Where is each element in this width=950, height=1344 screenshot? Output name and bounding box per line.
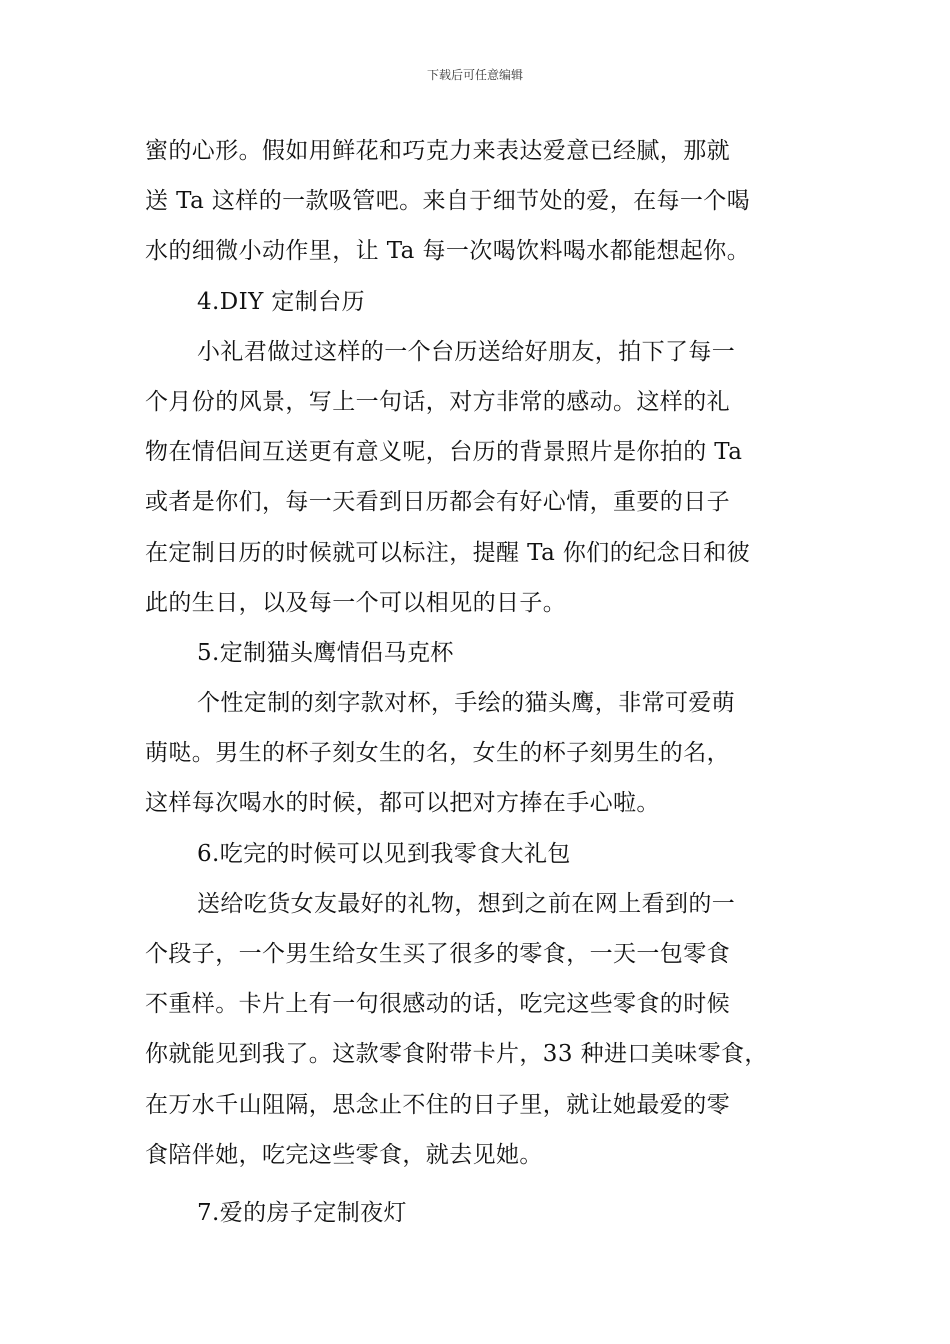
paragraph-line: 在万水千山阻隔，思念止不住的日子里，就让她最爱的零 bbox=[145, 1091, 730, 1118]
paragraph-line: 你就能见到我了。这款零食附带卡片，33 种进口美味零食， bbox=[145, 1041, 768, 1068]
paragraph-line: 蜜的心形。假如用鲜花和巧克力来表达爱意已经腻，那就 bbox=[145, 138, 730, 164]
paragraph-line: 送给吃货女友最好的礼物，想到之前在网上看到的一 bbox=[197, 890, 736, 917]
paragraph-line: 萌哒。男生的杯子刻女生的名，女生的杯子刻男生的名， bbox=[145, 740, 730, 767]
paragraph-line: 不重样。卡片上有一句很感动的话，吃完这些零食的时候 bbox=[145, 991, 730, 1018]
paragraph-line: 在定制日历的时候就可以标注，提醒 Ta 你们的纪念日和彼 bbox=[145, 539, 751, 566]
paragraph-line: 此的生日，以及每一个可以相见的日子。 bbox=[145, 589, 567, 616]
section-heading: 4.DIY 定制台历 bbox=[197, 288, 365, 315]
paragraph-line: 小礼君做过这样的一个台历送给好朋友，拍下了每一 bbox=[197, 338, 736, 365]
page-header: 下载后可任意编辑 bbox=[426, 68, 523, 82]
paragraph-line: 个段子，一个男生给女生买了很多的零食，一天一包零食 bbox=[145, 941, 730, 967]
paragraph-line: 这样每次喝水的时候，都可以把对方捧在手心啦。 bbox=[145, 790, 660, 817]
paragraph-line: 个月份的风景，写上一句话，对方非常的感动。这样的礼 bbox=[145, 388, 730, 415]
paragraph-line: 物在情侣间互送更有意义呢，台历的背景照片是你拍的 Ta bbox=[145, 439, 743, 466]
paragraph-line: 食陪伴她，吃完这些零食，就去见她。 bbox=[145, 1141, 543, 1168]
section-heading: 5.定制猫头鹰情侣马克杯 bbox=[197, 639, 454, 666]
section-heading: 6.吃完的时候可以见到我零食大礼包 bbox=[197, 840, 571, 867]
paragraph-line: 送 Ta 这样的一款吸管吧。来自于细节处的爱，在每一个喝 bbox=[145, 188, 751, 215]
paragraph-line: 个性定制的刻字款对杯，手绘的猫头鹰，非常可爱萌 bbox=[197, 690, 736, 717]
paragraph-line: 水的细微小动作里，让 Ta 每一次喝饮料喝水都能想起你。 bbox=[145, 238, 751, 265]
section-heading: 7.爱的房子定制夜灯 bbox=[197, 1199, 407, 1226]
paragraph-line: 或者是你们，每一天看到日历都会有好心情，重要的日子 bbox=[145, 489, 730, 516]
document-body bbox=[145, 126, 815, 1238]
